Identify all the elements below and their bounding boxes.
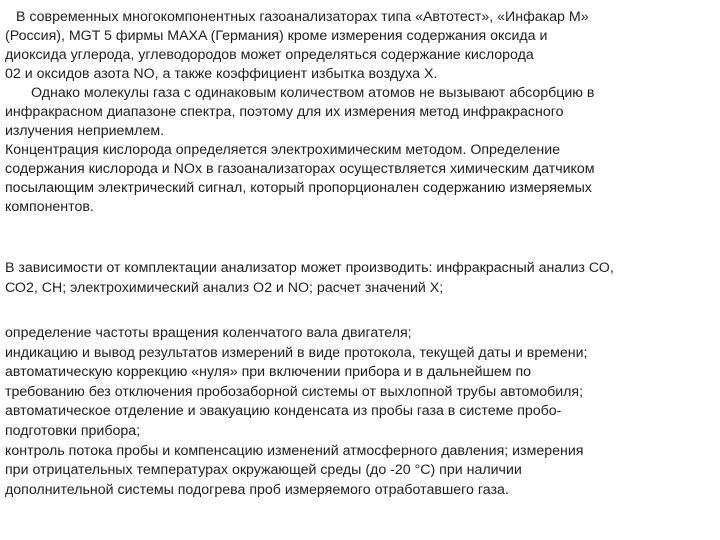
text-line: (Россия), MGT 5 фирмы MAXA (Германия) кроме измерения содержания оксида и [5,28,548,44]
text-line: 02 и оксидов азота NO, а также коэффициент избытка воздуха X. [5,66,438,82]
text-line: Концентрация кислорода определяется электрохимическим методом. Определение [5,142,561,158]
text-block-configuration [5,258,717,298]
text-line: СО2, СН; электрохимический анализ О2 и NO; расчет значений X; [5,280,444,296]
text-line: индикацию и вывод результатов измерений в виде протокола, текущей даты и времени; [5,344,588,361]
text-line: В зависимости от комплектации анализатор может производить: инфракрасный анализ СО, [5,260,614,276]
text-line: излучения неприемлем. [5,123,165,139]
text-line: Однако молекулы газа с одинаковым количеством атомов не вызывают абсорбцию в [31,85,595,101]
text-line: дополнительной системы подогрева проб измеряемого отработавшего газа. [5,481,509,498]
paragraph-infrared-limitation [5,84,717,141]
paragraph-analyzer-functions [5,324,717,500]
text-line: инфракрасном диапазоне спектра, поэтому для их измерения метод инфракрасного [5,104,564,120]
paragraph-multicomponent-analyzers [5,8,717,84]
text-line: посылающим электрический сигнал, который пропорционален содержанию измеряемых [5,180,592,196]
text-line: В современных многокомпонентных газоанализаторах типа «Автотест», «Инфакар М» [16,9,589,25]
text-line: подготовки прибора; [5,422,141,439]
text-line: автоматическую коррекцию «нуля» при включении прибора и в дальнейшем по [5,364,532,381]
text-line: компонентов. [5,199,94,215]
paragraph-analyzer-configuration [5,258,717,298]
text-line: контроль потока пробы и компенсацию изменений атмосферного давления; измерения [5,442,584,459]
text-line: содержания кислорода и NOx в газоанализаторах осуществляется химическим датчиком [5,161,595,177]
text-line: диоксида углерода, углеводородов может определяться содержание кислорода [5,47,534,63]
text-line: определение частоты вращения коленчатого вала двигателя; [5,325,412,341]
text-block-functions-list [5,324,717,500]
text-line: автоматическое отделение и эвакуацию конденсата из пробы газа в системе пробо- [5,403,562,420]
text-line: при отрицательных температурах окружающей среды (до -20 °С) при наличии [5,462,522,479]
text-line: требованию без отключения пробозаборной системы от выхлопной трубы автомобиля; [5,383,584,400]
paragraph-oxygen-measurement [5,141,717,217]
text-block-gas-analyzers [5,8,717,217]
